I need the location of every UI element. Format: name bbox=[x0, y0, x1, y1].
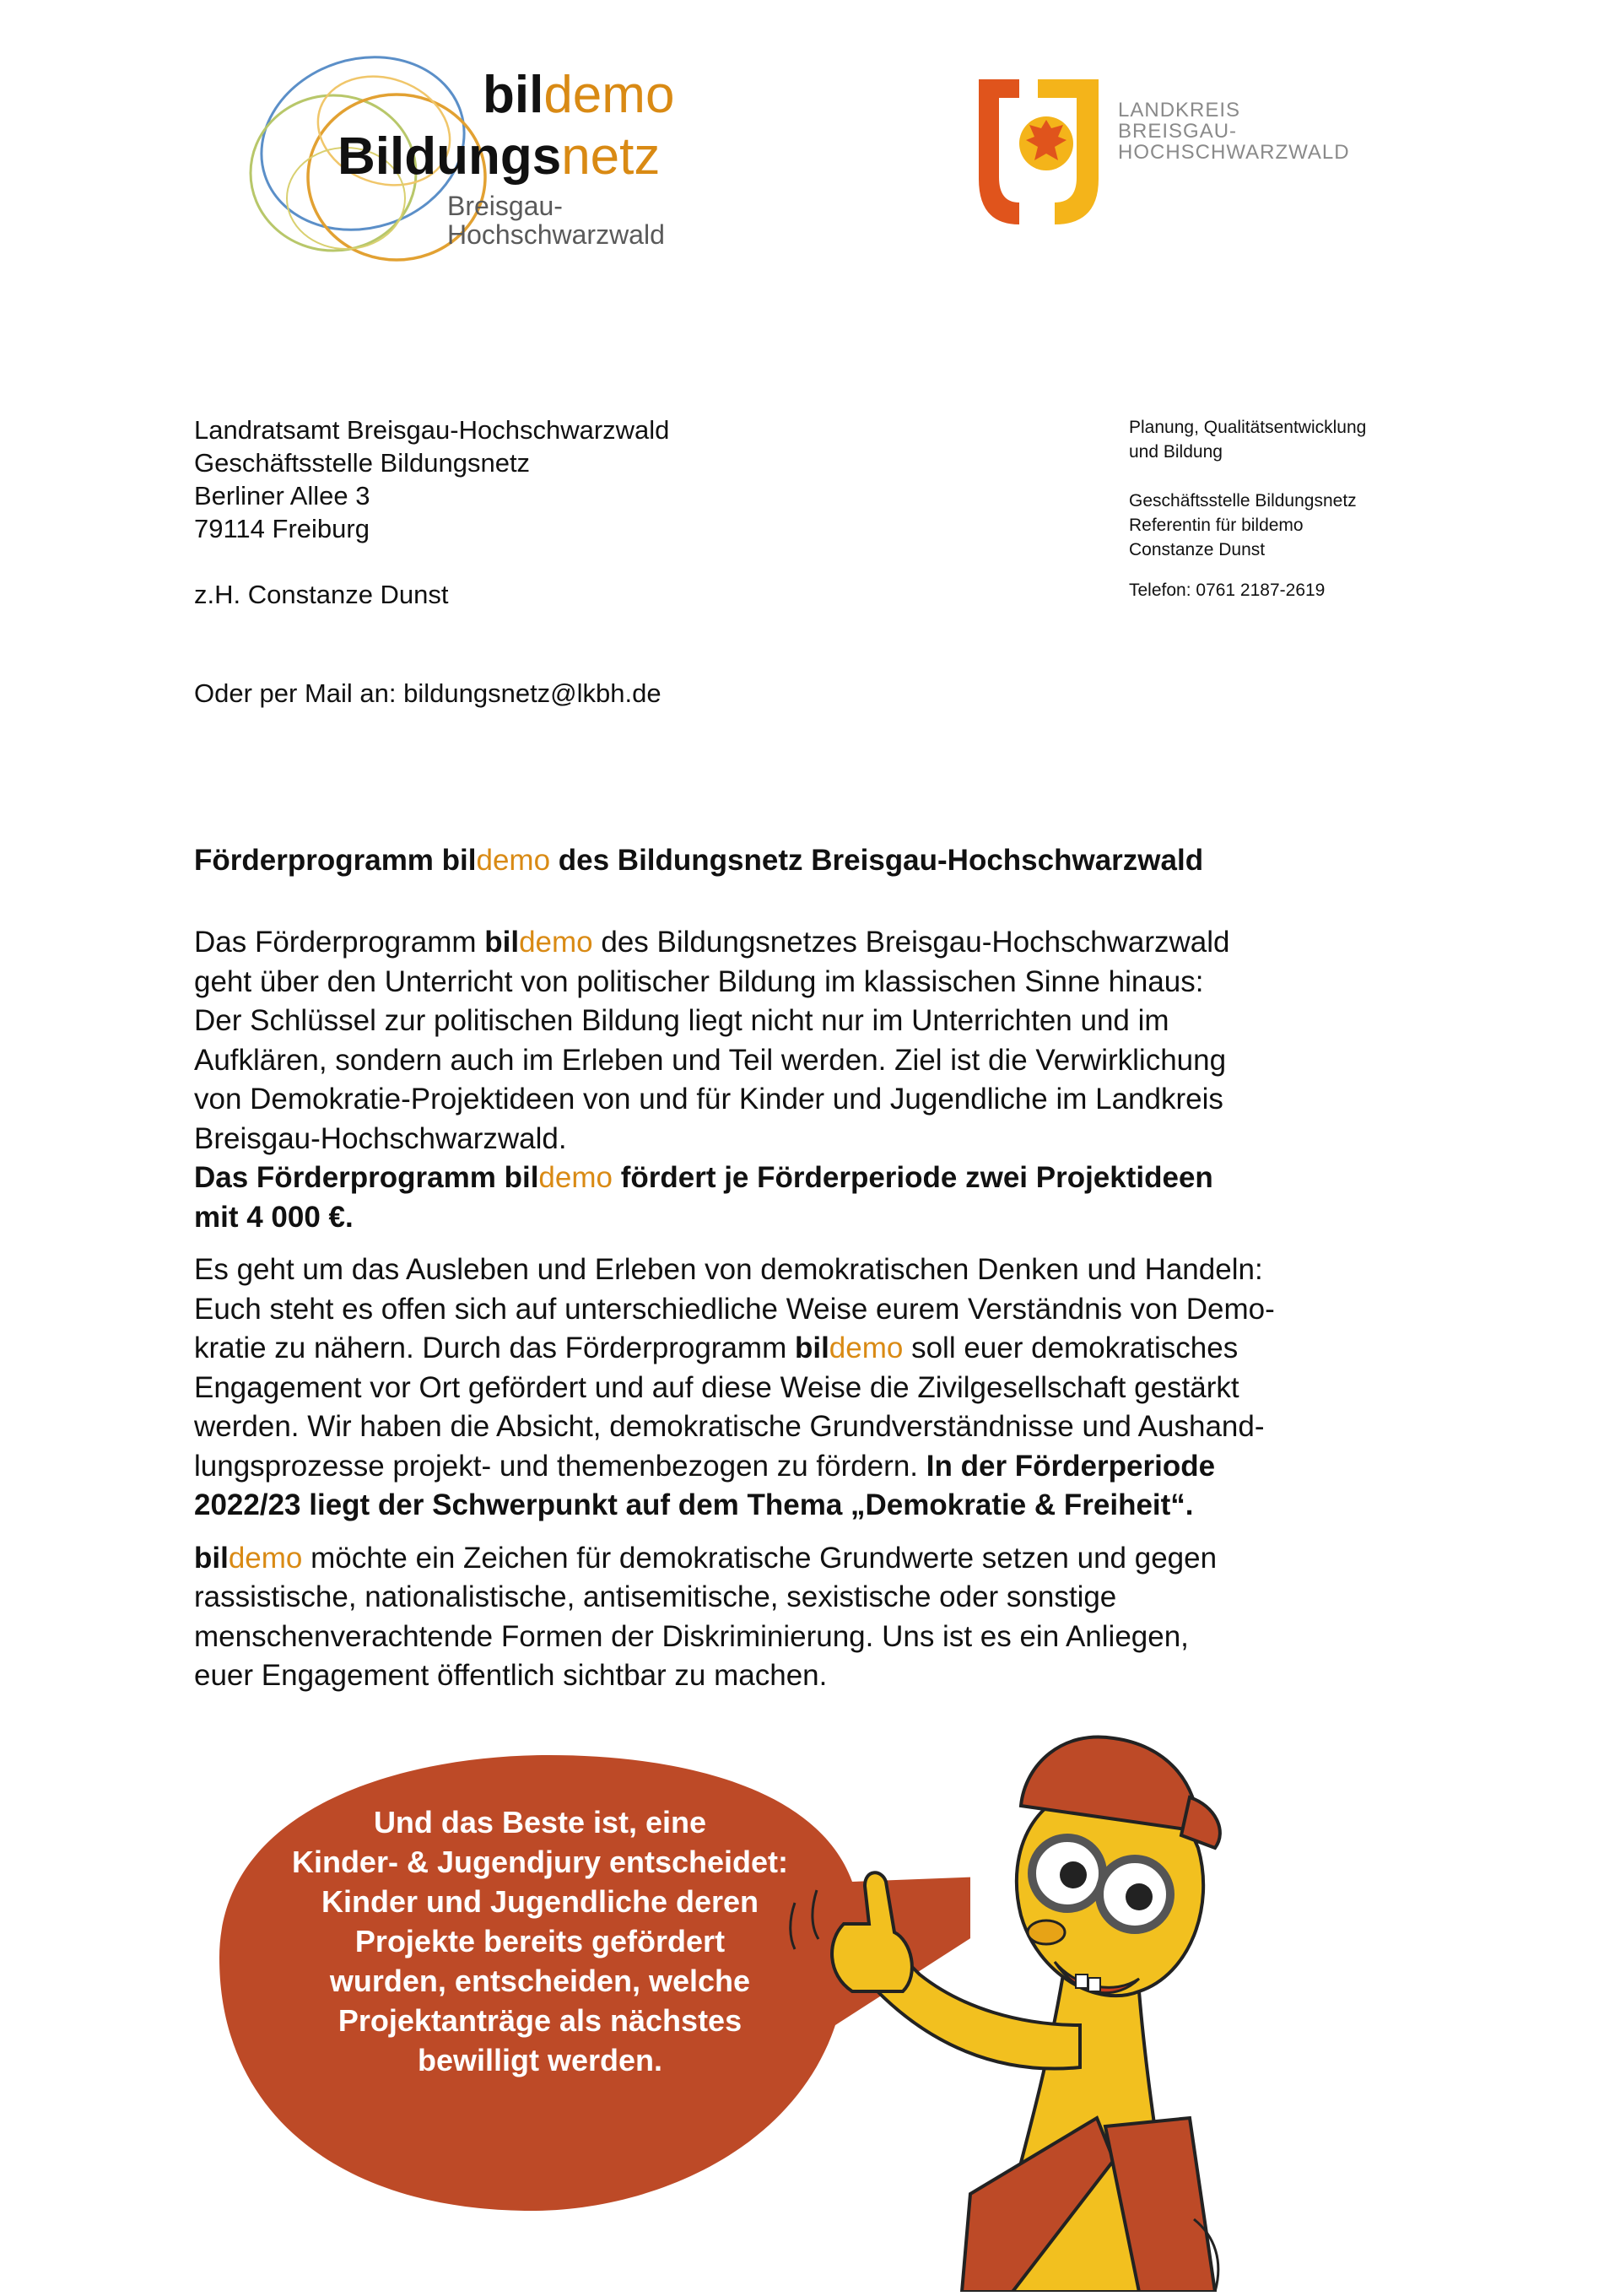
p2-line6 bbox=[194, 1447, 1418, 1487]
logo-bildungs: Bildungs bbox=[338, 127, 562, 186]
p1-line5: von Demokratie-Projektideen von und für Kinder und Jugendliche im Landkreis bbox=[194, 1083, 1223, 1116]
p1-b1-pre: Das Förderprogramm bbox=[194, 1161, 505, 1194]
bubble-line1: Und das Beste ist, eine bbox=[373, 1805, 707, 1840]
p3-line1 bbox=[194, 1539, 1418, 1579]
contact-dept-line1: Planung, Qualitätsentwicklung bbox=[1129, 418, 1367, 437]
logo-region-line1: Breisgau- bbox=[447, 191, 563, 221]
p3-demo: demo bbox=[228, 1541, 303, 1575]
p2-l6-pre: lungsprozesse projekt- und themenbezogen zu fördern. bbox=[194, 1449, 926, 1483]
contact-phone: Telefon: 0761 2187-2619 bbox=[1129, 581, 1326, 600]
p3-line4: euer Engagement öffentlich sichtbar zu machen. bbox=[194, 1659, 828, 1692]
address-mail: Oder per Mail an: bildungsnetz@lkbh.de bbox=[194, 678, 662, 708]
p1-bold-line1 bbox=[194, 1159, 1418, 1198]
p2-demo: demo bbox=[829, 1332, 904, 1364]
p2-line2: Euch steht es offen sich auf unterschiedliche Weise eurem Verständnis von Demo- bbox=[194, 1292, 1275, 1326]
address-line4: 79114 Freiburg bbox=[194, 514, 370, 543]
mascot-figure-icon bbox=[742, 1721, 1384, 2292]
landkreis-logo bbox=[970, 76, 1358, 228]
contact-office-line2: Referentin für bildemo bbox=[1129, 516, 1304, 535]
p1-b1-post: fördert je Förderperiode zwei Projektideen bbox=[612, 1161, 1213, 1194]
p2-line5: werden. Wir haben die Absicht, demokratische Grundverständnisse und Aushand- bbox=[194, 1410, 1265, 1443]
landkreis-line2: BREISGAU- bbox=[1118, 120, 1238, 143]
landkreis-line1: LANDKREIS bbox=[1118, 99, 1241, 122]
p3-bil: bil bbox=[194, 1541, 229, 1575]
p1-b1-demo: demo bbox=[538, 1161, 613, 1194]
landkreis-crest-icon bbox=[970, 76, 1114, 228]
p2-l3-post: soll euer demokratisches bbox=[903, 1332, 1239, 1364]
address-line2: Geschäftsstelle Bildungsnetz bbox=[194, 448, 531, 478]
landkreis-name bbox=[1118, 100, 1350, 164]
bubble-line7: bewilligt werden. bbox=[417, 2043, 663, 2077]
p2-line7: 2022/23 liegt der Schwerpunkt auf dem Thema „Demokratie & Freiheit“. bbox=[194, 1488, 1194, 1521]
bubble-line2: Kinder- & Jugendjury entscheidet: bbox=[291, 1845, 789, 1879]
p2-line1: Es geht um das Ausleben und Erleben von demokratischen Denken und Handeln: bbox=[194, 1253, 1263, 1286]
logo-region-line2: Hochschwarzwald bbox=[447, 219, 665, 250]
bubble-line3: Kinder und Jugendliche deren bbox=[321, 1884, 759, 1919]
address-line1: Landratsamt Breisgau-Hochschwarzwald bbox=[194, 415, 670, 445]
logo-region bbox=[447, 192, 665, 249]
recipient-address bbox=[194, 413, 669, 710]
p1-demo: demo bbox=[519, 926, 593, 959]
paragraph-3 bbox=[194, 1539, 1418, 1696]
logo-bildungsnetz-wordmark bbox=[338, 127, 661, 186]
p1-l1-post: des Bildungsnetzes Breisgau-Hochschwarzwald bbox=[592, 926, 1230, 959]
p2-bil: bil bbox=[794, 1332, 829, 1364]
p1-line4: Aufklären, sondern auch im Erleben und Teil werden. Ziel ist die Verwirklichung bbox=[194, 1043, 1227, 1077]
p1-line2: geht über den Unterricht von politischer Bildung im klassischen Sinne hinaus: bbox=[194, 964, 1204, 998]
address-line3: Berliner Allee 3 bbox=[194, 481, 370, 511]
address-attention: z.H. Constanze Dunst bbox=[194, 580, 449, 609]
paragraph-2 bbox=[194, 1251, 1418, 1526]
p2-l6-bold: In der Förderperiode bbox=[926, 1449, 1216, 1483]
contact-dept-line2: und Bildung bbox=[1129, 442, 1223, 462]
p1-l1-pre: Das Förderprogramm bbox=[194, 926, 485, 959]
logo-demo: demo bbox=[543, 66, 675, 124]
bubble-line4: Projekte bereits gefördert bbox=[354, 1924, 726, 1958]
title-demo: demo bbox=[476, 844, 551, 877]
title-pre: Förderprogramm bbox=[194, 844, 442, 877]
sender-contact bbox=[1129, 415, 1366, 602]
title-post: des Bildungsnetz Breisgau-Hochschwarzwald bbox=[550, 844, 1204, 877]
landkreis-line3: HOCHSCHWARZWALD bbox=[1118, 141, 1350, 165]
p2-l3-pre: kratie zu nähern. Durch das Förderprogramm bbox=[194, 1332, 795, 1364]
p1-bold-line2: mit 4 000 €. bbox=[194, 1200, 354, 1234]
bubble-line5: wurden, entscheiden, welche bbox=[329, 1964, 751, 1998]
mascot-illustration bbox=[742, 1721, 1384, 2292]
p3-line2: rassistische, nationalistische, antisemitische, sexistische oder sonstige bbox=[194, 1580, 1117, 1613]
contact-office-line1: Geschäftsstelle Bildungsnetz bbox=[1129, 491, 1357, 511]
body-text bbox=[194, 923, 1418, 1710]
p2-line4: Engagement vor Ort gefördert und auf diese Weise die Zivilgesellschaft gestärkt bbox=[194, 1370, 1239, 1404]
p3-line3: menschenverachtende Formen der Diskriminierung. Uns ist es ein Anliegen, bbox=[194, 1619, 1189, 1653]
p1-line1 bbox=[194, 923, 1418, 963]
logo-bildemo-wordmark bbox=[483, 66, 675, 124]
paragraph-1 bbox=[194, 923, 1418, 1237]
p1-line6: Breisgau-Hochschwarzwald. bbox=[194, 1121, 567, 1155]
logo-netz: netz bbox=[561, 127, 661, 186]
p1-b1-bil: bil bbox=[504, 1161, 539, 1194]
page-title bbox=[194, 844, 1203, 878]
logo-bil: bil bbox=[483, 66, 544, 124]
bubble-line6: Projektanträge als nächstes bbox=[338, 2003, 742, 2038]
p2-line3 bbox=[194, 1329, 1418, 1369]
title-bil: bil bbox=[441, 844, 477, 877]
p1-line3: Der Schlüssel zur politischen Bildung liegt nicht nur im Unterrichten und im bbox=[194, 1004, 1169, 1037]
bildemo-bildungsnetz-logo bbox=[236, 51, 709, 262]
p1-bil: bil bbox=[484, 926, 520, 959]
p3-l1-post: möchte ein Zeichen für demokratische Grundwerte setzen und gegen bbox=[302, 1541, 1218, 1575]
contact-office-line3: Constanze Dunst bbox=[1129, 540, 1266, 559]
